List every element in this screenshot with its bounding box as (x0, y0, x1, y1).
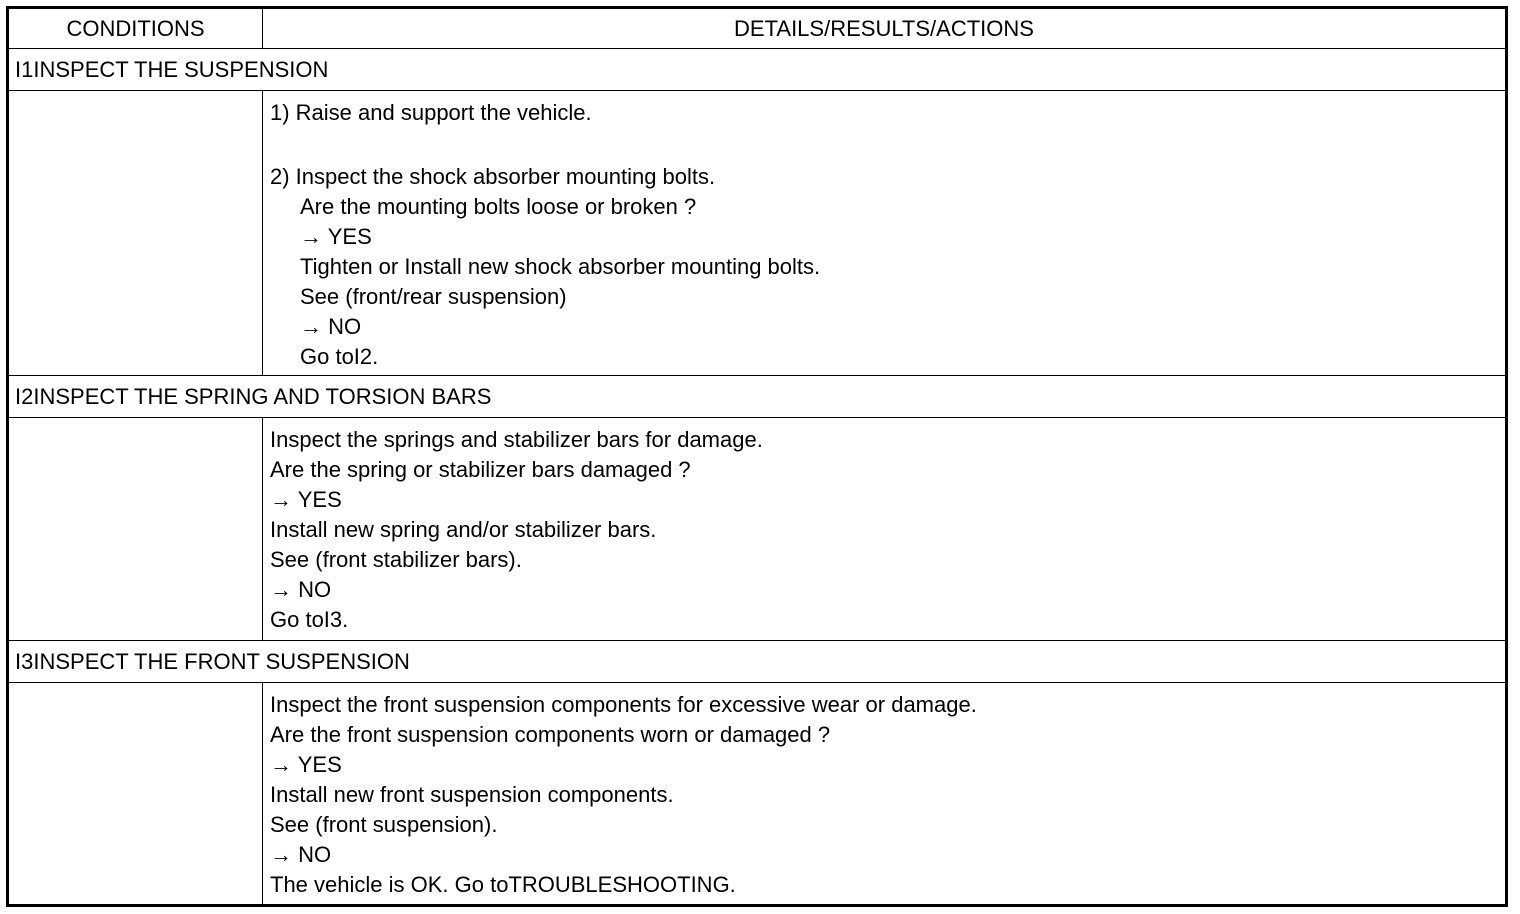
step-title-row (8, 49, 1507, 91)
no-line: → NO (270, 577, 332, 602)
instruction-line: 2) Inspect the shock absorber mounting bolts. (270, 164, 716, 189)
question-line: Are the front suspension components worn or damaged ? (270, 722, 831, 747)
instruction-line: Inspect the front suspension components for excessive wear or damage. (270, 692, 977, 717)
reference-line: See (front suspension). (270, 812, 498, 837)
step-title-2: I2INSPECT THE SPRING AND TORSION BARS (8, 376, 1507, 418)
no-line: → NO (300, 314, 362, 339)
step-body-row (8, 91, 1507, 376)
yes-line: → YES (300, 224, 372, 249)
no-line: → NO (270, 842, 332, 867)
step-title-row (8, 641, 1507, 683)
spacer (270, 128, 1499, 162)
conditions-header: CONDITIONS (8, 8, 263, 49)
troubleshooting-table (6, 6, 1508, 907)
yes-line: → YES (270, 752, 342, 777)
step-title-3: I3INSPECT THE FRONT SUSPENSION (8, 641, 1507, 683)
step-title-1: I1INSPECT THE SUSPENSION (8, 49, 1507, 91)
goto-line: The vehicle is OK. Go toTROUBLESHOOTING. (270, 872, 736, 897)
step-body-row (8, 683, 1507, 906)
instruction-line: Inspect the springs and stabilizer bars for damage. (270, 427, 763, 452)
details-cell (263, 418, 1507, 641)
conditions-cell (8, 91, 263, 376)
conditions-cell (8, 683, 263, 906)
question-line: Are the spring or stabilizer bars damaged ? (270, 457, 691, 482)
details-header: DETAILS/RESULTS/ACTIONS (263, 8, 1507, 49)
yes-line: → YES (270, 487, 342, 512)
reference-line: See (front stabilizer bars). (270, 547, 522, 572)
step-title-row (8, 376, 1507, 418)
instruction-line: 1) Raise and support the vehicle. (270, 100, 592, 125)
goto-line: Go toI3. (270, 607, 349, 632)
header-row (8, 8, 1507, 49)
action-line: Install new spring and/or stabilizer bars. (270, 517, 657, 542)
details-cell (263, 91, 1507, 376)
reference-line: See (front/rear suspension) (300, 284, 567, 309)
goto-line: Go toI2. (300, 344, 379, 369)
step-body-row (8, 418, 1507, 641)
details-cell (263, 683, 1507, 906)
action-line: Tighten or Install new shock absorber mounting bolts. (300, 254, 821, 279)
action-line: Install new front suspension components. (270, 782, 674, 807)
conditions-cell (8, 418, 263, 641)
question-line: Are the mounting bolts loose or broken ? (300, 194, 697, 219)
